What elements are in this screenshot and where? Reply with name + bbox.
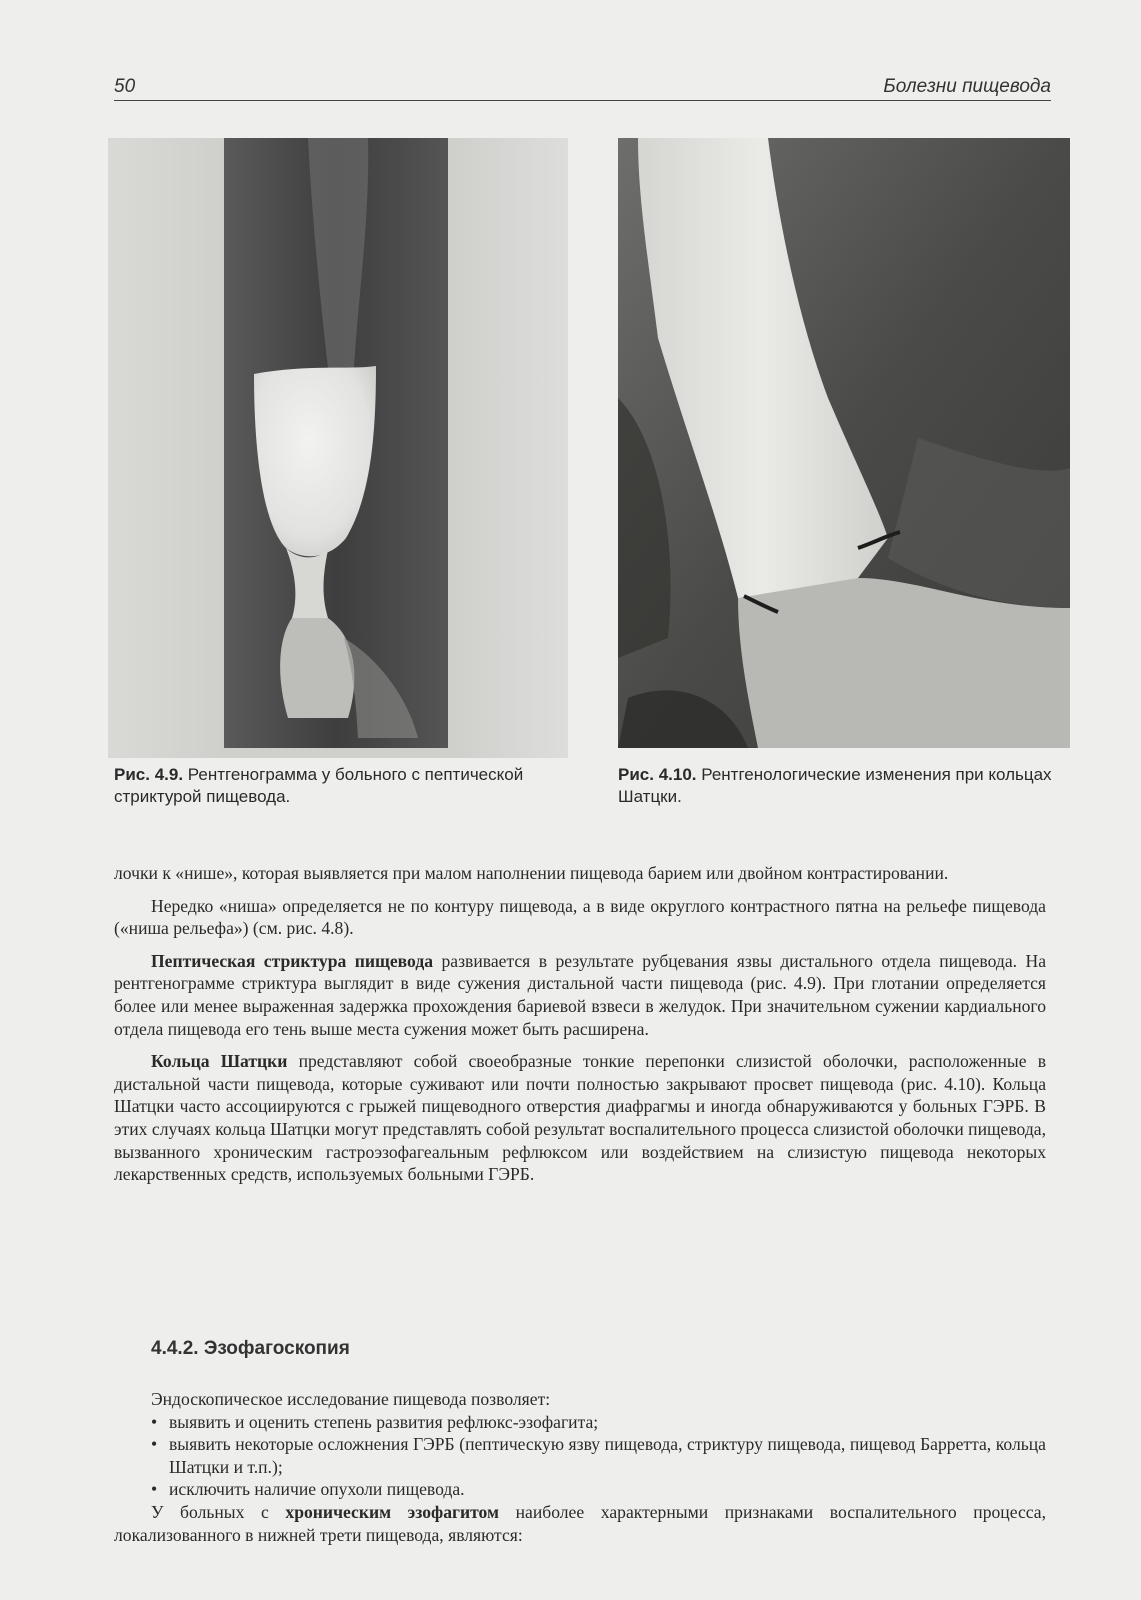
figure-4-9-caption (114, 764, 574, 808)
section-text (114, 1388, 1046, 1546)
list-item: • выявить и оценить степень развития рефлюкс-эзофагита; (151, 1411, 599, 1432)
list-item: • выявить некоторые осложнения ГЭРБ (пептическую язву пищевода, стриктуру пищевода, пищевод Барретта, кольца Шатцки и т.п.); (151, 1434, 1046, 1477)
running-title: Болезни пищевода (883, 76, 1051, 97)
main-text (114, 862, 1046, 1186)
paragraph: Нередко «ниша» определяется не по контуру пищевода, а в виде округлого контрастного пятна на рельефе пищевода («ниша рельефа») (см. рис. 4.8). (114, 895, 1046, 939)
paragraph: Пептическая стриктура пищевода развивается в результате рубцевания язвы дистального отдела пищевода. На рентгенограмме стриктура выглядит в виде сужения дистальной части пищевода (рис. 4.9). При глотании определяется более или менее выраженная задержка прохождения бариевой взвеси в желудок. При значительном сужении кардиального отдела пищевода его тень выше места сужения может быть расширена. (114, 950, 1046, 1039)
figure-4-10-caption (618, 764, 1058, 808)
paragraph: Эндоскопическое исследование пищевода позволяет: (151, 1389, 551, 1409)
paragraph: лочки к «нише», которая выявляется при малом наполнении пищевода барием или двойном контрастировании. (114, 863, 949, 883)
figure-4-10-label: Рис. 4.10. (618, 765, 697, 784)
page-header (114, 74, 1051, 101)
figure-4-9-caption-text: Рентгенограмма у больного с пептической стриктурой пищевода. (114, 765, 524, 806)
list-item: • исключить наличие опухоли пищевода. (151, 1479, 465, 1500)
figure-4-10-radiograph (618, 138, 1070, 748)
section-heading: 4.4.2. Эзофагоскопия (151, 1338, 350, 1359)
page-number: 50 (114, 76, 136, 97)
figure-4-10-caption-text: Рентгенологические изменения при кольцах Шатцки. (618, 765, 1052, 806)
paragraph: У больных с хроническим эзофагитом наиболее характерными признаками воспалительного процесса, локализованного в нижней трети пищевода, являются: (114, 1501, 1046, 1545)
paragraph: Кольца Шатцки представляют собой своеобразные тонкие перепонки слизистой оболочки, расположенные в дистальной части пищевода, которые суживают или почти полностью закрывают просвет пищевода (рис. 4.10). Кольца Шатцки часто ассоциируются с грыжей пищеводного отверстия диафрагмы и иногда обнаруживаются у больных ГЭРБ. В этих случаях кольца Шатцки могут представлять собой результат воспалительного процесса слизистой оболочки пищевода, вызванного хроническим гастроэзофагеальным рефлюксом или воздействием на слизистую пищевода некоторых лекарственных средств, используемых больными ГЭРБ. (114, 1051, 1047, 1185)
bullet-icon: • (151, 1479, 158, 1500)
term-peptic-stricture: Пептическая стриктура пищевода (151, 950, 434, 971)
bullet-icon: • (151, 1411, 158, 1432)
term-schatzki-rings: Кольца Шатцки (151, 1051, 288, 1072)
bullet-icon: • (151, 1434, 158, 1455)
figure-4-9-label: Рис. 4.9. (114, 765, 184, 784)
term-chronic-esophagitis: хроническим эзофагитом (285, 1501, 500, 1522)
figure-4-9-radiograph (108, 138, 568, 758)
